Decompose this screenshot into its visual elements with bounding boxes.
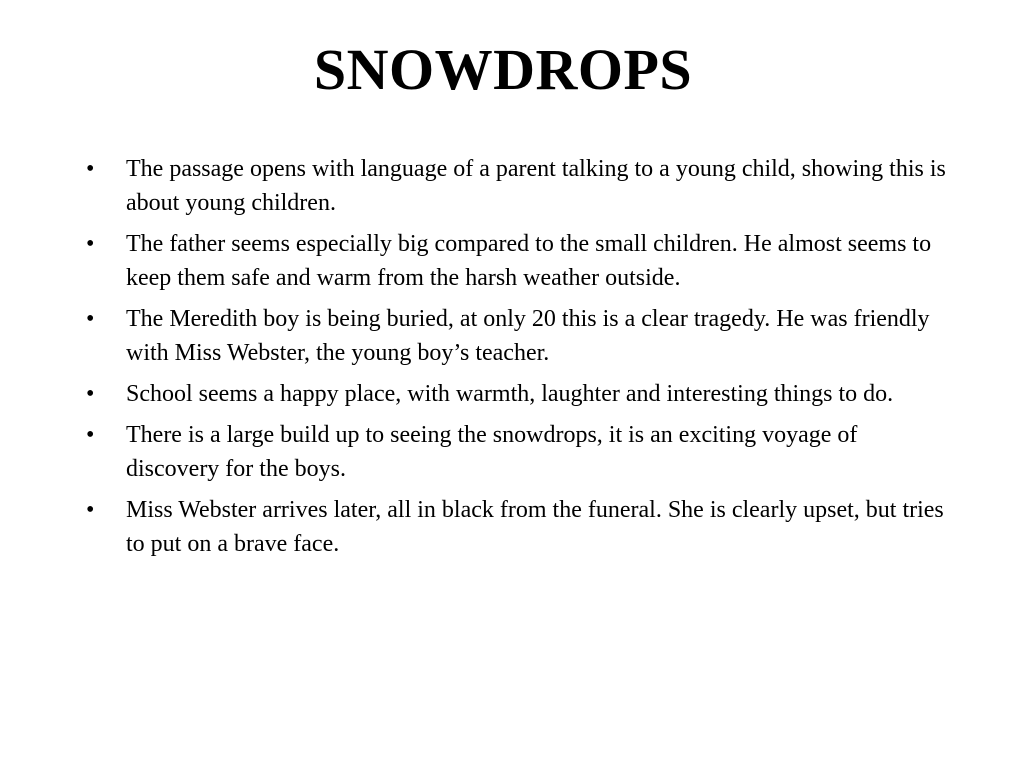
bullet-text: Miss Webster arrives later, all in black from the funeral. She is clearly upset, but tries to put on a brave face.: [126, 497, 944, 557]
list-item: [86, 418, 946, 486]
bullet-icon: •: [86, 422, 95, 448]
list-item: [86, 302, 946, 370]
bullet-icon: •: [86, 231, 95, 257]
list-item: [86, 152, 946, 220]
bullet-text: The passage opens with language of a parent talking to a young child, showing this is about young children.: [126, 156, 946, 216]
list-item: [86, 377, 946, 411]
bullet-icon: •: [86, 497, 95, 523]
bullet-text: School seems a happy place, with warmth, laughter and interesting things to do.: [126, 381, 894, 407]
list-item: [86, 227, 946, 295]
bullet-text: The father seems especially big compared to the small children. He almost seems to keep them safe and warm from the harsh weather outside.: [126, 231, 932, 291]
bullet-icon: •: [86, 306, 95, 332]
bullet-list: [86, 152, 946, 568]
bullet-icon: •: [86, 156, 95, 182]
list-item: [86, 493, 946, 561]
bullet-icon: •: [86, 381, 95, 407]
bullet-text: There is a large build up to seeing the snowdrops, it is an exciting voyage of discovery for the boys.: [126, 422, 858, 482]
page-title: SNOWDROPS: [313, 37, 693, 102]
bullet-text: The Meredith boy is being buried, at only 20 this is a clear tragedy. He was friendly with Miss Webster, the young boy’s teacher.: [126, 306, 930, 366]
